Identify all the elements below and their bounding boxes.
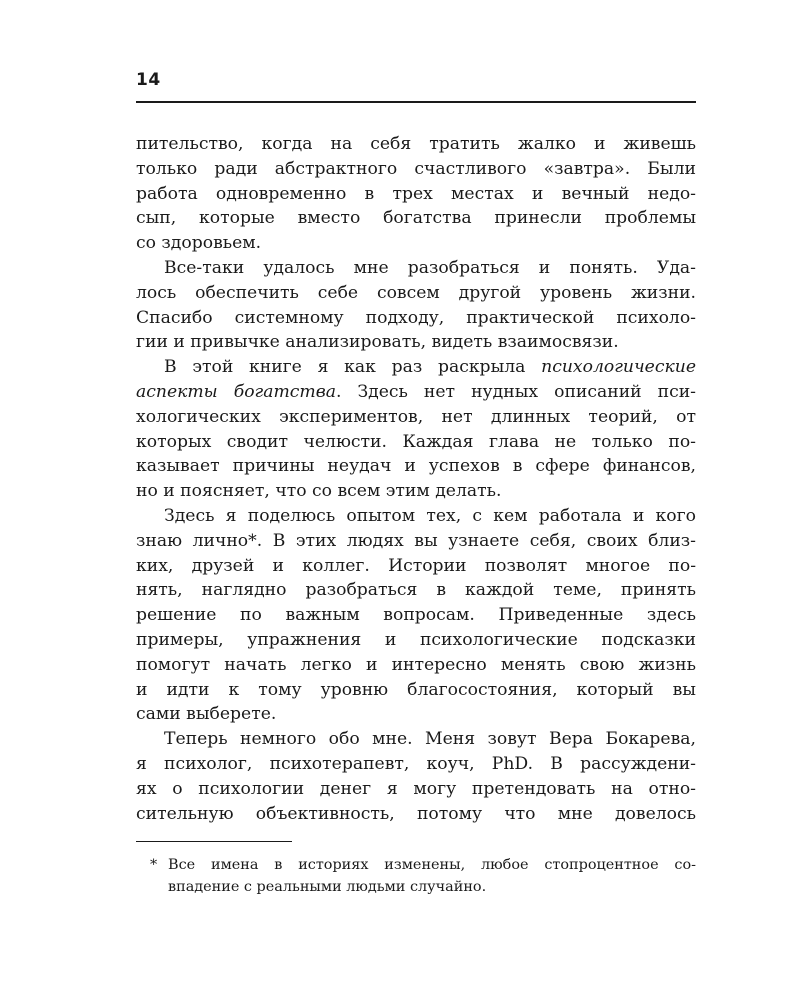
footnote-text: Все имена в историях изменены, любое стопроцентное со-: [168, 857, 696, 873]
text-line: сами выберете.: [136, 704, 277, 725]
text-line: Теперь немного обо мне. Меня зовут Вера Бокарева,: [164, 729, 696, 750]
text-fragment: . Здесь нет нудных описаний пси-: [335, 381, 696, 402]
text-line: помогут начать легко и интересно менять свою жизнь: [136, 654, 696, 675]
text-line: пительство, когда на себя тратить жалко и живешь: [136, 134, 696, 154]
body-text: [136, 132, 696, 826]
text-line: Все-таки удалось мне разобраться и понять. Уда-: [164, 257, 696, 278]
text-line: со здоровьем.: [136, 233, 262, 254]
text-line: работа одновременно в трех местах и вечный недо-: [136, 183, 696, 204]
text-line: Здесь я поделюсь опытом тех, с кем работала и кого: [164, 505, 696, 526]
text-line: я психолог, психотерапевт, коуч, PhD. В рассуждени-: [136, 753, 696, 774]
text-line-italic-1: [136, 355, 696, 380]
text-line: ких, друзей и коллег. Истории позволят многое по-: [136, 555, 696, 576]
footnote-marker: *: [150, 857, 158, 873]
text-line: только ради абстрактного счастливого «завтра». Были: [136, 158, 696, 179]
text-line: казывает причины неудач и успехов в сфере финансов,: [136, 456, 696, 477]
footnote-rule: [136, 841, 292, 842]
text-line: лось обеспечить себе совсем другой уровень жизни.: [136, 282, 696, 303]
text-line: знаю лично*. В этих людях вы узнаете себя, своих близ-: [136, 530, 696, 551]
footnote-line: [150, 855, 696, 877]
text-line: Спасибо системному подходу, практической психоло-: [136, 307, 696, 328]
text-line: сительную объективность, потому что мне довелось: [136, 803, 696, 824]
header-rule: [136, 101, 696, 103]
text-line: хологических экспериментов, нет длинных теорий, от: [136, 406, 696, 427]
text-line: примеры, упражнения и психологические подсказки: [136, 629, 696, 650]
text-line: сып, которые вместо богатства принесли проблемы: [136, 208, 696, 229]
text-fragment: В этой книге я как раз раскрыла: [164, 357, 542, 378]
footnote: [150, 855, 696, 898]
text-line: решение по важным вопросам. Приведенные здесь: [136, 605, 696, 626]
italic-fragment: психологические: [541, 357, 696, 378]
text-line: но и поясняет, что со всем этим делать.: [136, 481, 502, 502]
text-line: гии и привычке анализировать, видеть взаимосвязи.: [136, 332, 619, 353]
footnote-line: впадение с реальными людьми случайно.: [168, 878, 487, 895]
italic-fragment: аспекты богатства: [136, 381, 336, 402]
text-line: которых сводит челюсти. Каждая глава не только по-: [136, 431, 696, 452]
text-line: и идти к тому уровню благосостояния, который вы: [136, 679, 696, 700]
text-line: нять, наглядно разобраться в каждой теме, принять: [136, 580, 696, 601]
text-line: ях о психологии денег я могу претендовать на отно-: [136, 778, 696, 799]
text-line-italic-2: [136, 380, 696, 405]
page-number: 14: [136, 70, 161, 90]
